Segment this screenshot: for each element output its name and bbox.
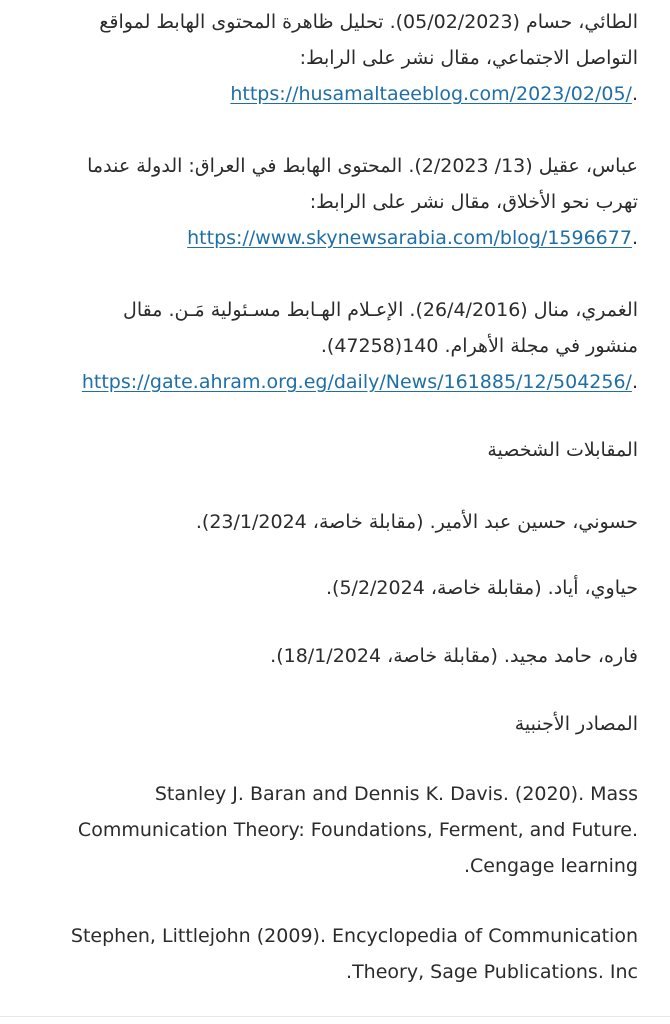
interviews-heading	[30, 432, 638, 468]
reference-link[interactable]: https://gate.ahram.org.eg/daily/News/161885/12/504256/	[81, 371, 632, 393]
section-heading-text: المقابلات الشخصية	[487, 439, 638, 461]
interview-entry-2	[30, 570, 638, 606]
link-trailing-dot: .	[631, 371, 638, 393]
foreign-source-line: Stephen, Littlejohn (2009). Encyclopedia of Communication	[70, 925, 638, 947]
foreign-source-line: Communication Theory: Foundations, Ferment, and Future.	[77, 819, 638, 841]
reference-link-line	[30, 364, 638, 400]
link-trailing-dot: .	[631, 83, 638, 105]
reference-text-line: منشور في مجلة الأهرام. 140(47258).	[320, 335, 638, 357]
reference-entry-1	[30, 4, 638, 112]
reference-link[interactable]: https://www.skynewsarabia.com/blog/1596677	[187, 227, 632, 249]
interview-entry-3	[30, 638, 638, 674]
reference-entry-2	[30, 148, 638, 256]
reference-text-line: الغمري، منال (26/4/2016). الإعـلام الهـابط مسـئولية مَـن. مقال	[123, 299, 638, 321]
reference-entry-3	[30, 292, 638, 400]
foreign-source-line: .Theory, Sage Publications. Inc	[346, 961, 638, 983]
reference-text-line: عباس، عقيل (13/ 2/2023). المحتوى الهابط في العراق: الدولة عندما	[87, 155, 638, 177]
bottom-divider	[0, 1016, 670, 1017]
foreign-source-line: .Cengage learning	[463, 855, 638, 877]
interview-text: حياوي، أياد. (مقابلة خاصة، 5/2/2024).	[326, 577, 638, 599]
reference-link-line	[30, 220, 638, 256]
foreign-sources-heading	[30, 706, 638, 742]
reference-link-line	[30, 76, 638, 112]
reference-text-line: التواصل الاجتماعي، مقال نشر على الرابط:	[299, 47, 638, 69]
interview-text: حسوني، حسين عبد الأمير. (مقابلة خاصة، 23/1/2024).	[195, 511, 638, 533]
interview-entry-1	[30, 504, 638, 540]
foreign-source-entry-1	[30, 776, 638, 884]
section-heading-text: المصادر الأجنبية	[514, 713, 638, 735]
foreign-source-line: Stanley J. Baran and Dennis K. Davis. (2020). Mass	[154, 783, 638, 805]
interview-text: فاره، حامد مجيد. (مقابلة خاصة، 18/1/2024).	[270, 645, 638, 667]
reference-link[interactable]: https://husamaltaeeblog.com/2023/02/05/	[230, 83, 632, 105]
link-trailing-dot: .	[631, 227, 638, 249]
reference-text-line: تهرب نحو الأخلاق، مقال نشر على الرابط:	[309, 191, 638, 213]
reference-text-line: الطائي، حسام (05/02/2023). تحليل ظاهرة المحتوى الهابط لمواقع	[99, 11, 638, 33]
foreign-source-entry-2	[30, 918, 638, 990]
